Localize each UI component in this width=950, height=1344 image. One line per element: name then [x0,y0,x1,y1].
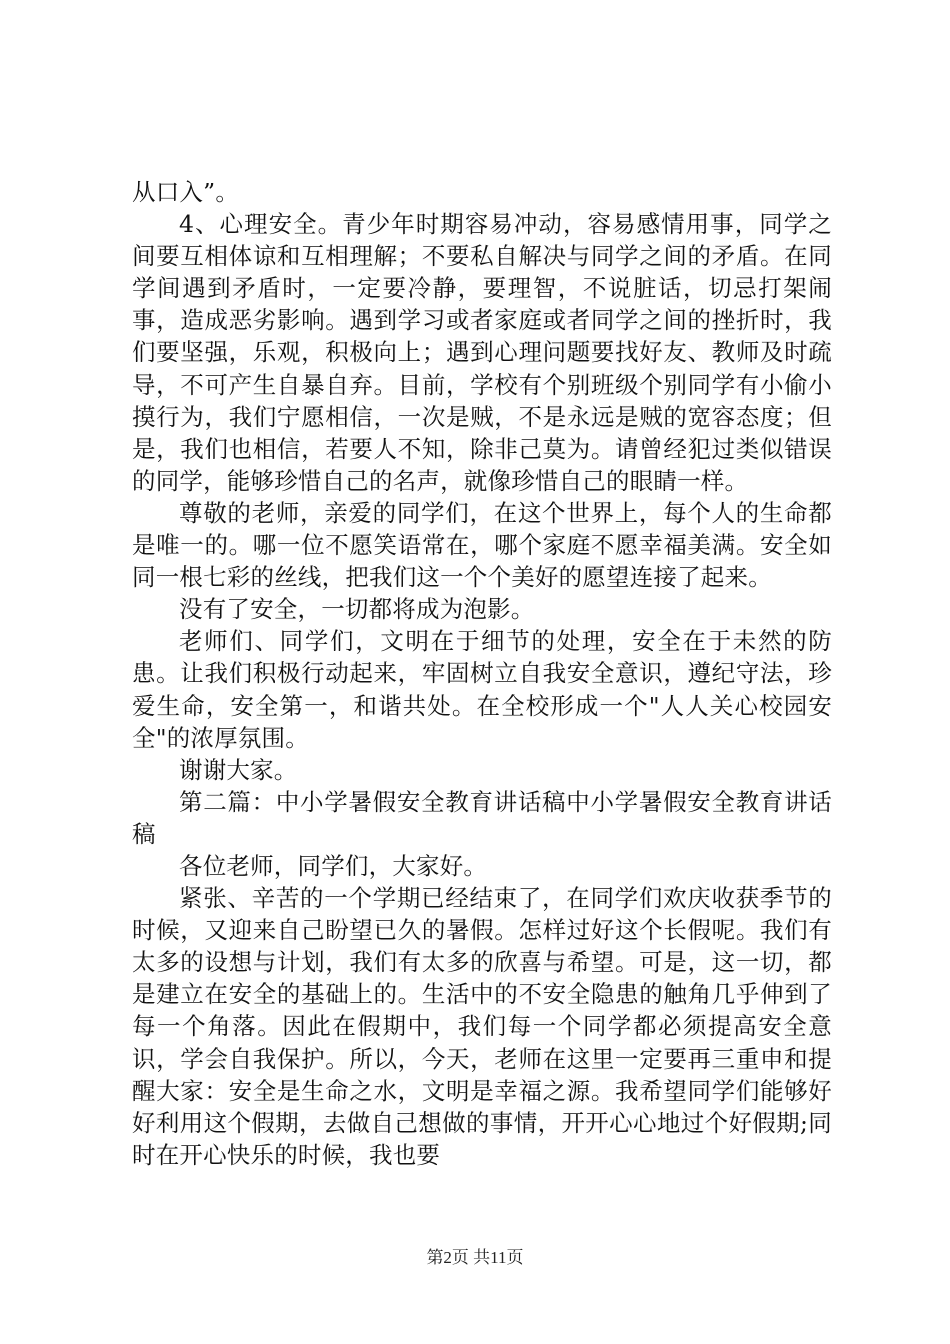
page-number-footer: 第2页 共11页 [426,1248,524,1267]
document-body [132,176,832,1171]
paragraph: 4、心理安全。青少年时期容易冲动，容易感情用事，同学之间要互相体谅和互相理解；不要私自解决与同学之间的矛盾。在同学间遇到矛盾时，一定要冷静，要理智，不说脏话，切忌打架闹事，造成恶劣影响。遇到学习或者家庭或者同学之间的挫折时，我们要坚强，乐观，积极向上；遇到心理问题要找好友、教师及时疏导，不可产生自暴自弃。目前，学校有个别班级个别同学有小偷小摸行为，我们宁愿相信，一次是贼，不是永远是贼的宽容态度；但是，我们也相信，若要人不知，除非己莫为。请曾经犯过类似错误的同学，能够珍惜自己的名声，就像珍惜自己的眼睛一样。 [132,210,832,495]
paragraph: 没有了安全，一切都将成为泡影。 [179,595,535,624]
paragraph: 紧张、辛苦的一个学期已经结束了，在同学们欢庆收获季节的时候，又迎来自己盼望已久的暑假。怎样过好这个长假呢。我们有太多的设想与计划，我们有太多的欣喜与希望。可是，这一切，都是建立在安全的基础上的。生活中的不安全隐患的触角几乎伸到了每一个角落。因此在假期中，我们每一个同学都必须提高安全意识，学会自我保护。所以，今天，老师在这里一定要再三重申和提醒大家：安全是生命之水，文明是幸福之源。我希望同学们能够好好利用这个假期，去做自己想做的事情，开开心心地过个好假期;同时在开心快乐的时候，我也要 [132,884,832,1169]
paragraph: 谢谢大家。 [179,755,298,784]
paragraph: 从口入”。 [132,178,240,206]
section-heading: 第二篇：中小学暑假安全教育讲话稿中小学暑假安全教育讲话稿 [132,787,832,848]
paragraph: 各位老师，同学们，大家好。 [179,851,488,880]
paragraph: 尊敬的老师，亲爱的同学们，在这个世界上，每个人的生命都是唯一的。哪一位不愿笑语常在，哪个家庭不愿幸福美满。安全如同一根七彩的丝线，把我们这一个个美好的愿望连接了起来。 [132,498,832,592]
paragraph: 老师们、同学们，文明在于细节的处理，安全在于未然的防患。让我们积极行动起来，牢固树立自我安全意识，遵纪守法，珍爱生命，安全第一，和谐共处。在全校形成一个"人人关心校园安全"的浓厚氛围。 [132,627,832,752]
